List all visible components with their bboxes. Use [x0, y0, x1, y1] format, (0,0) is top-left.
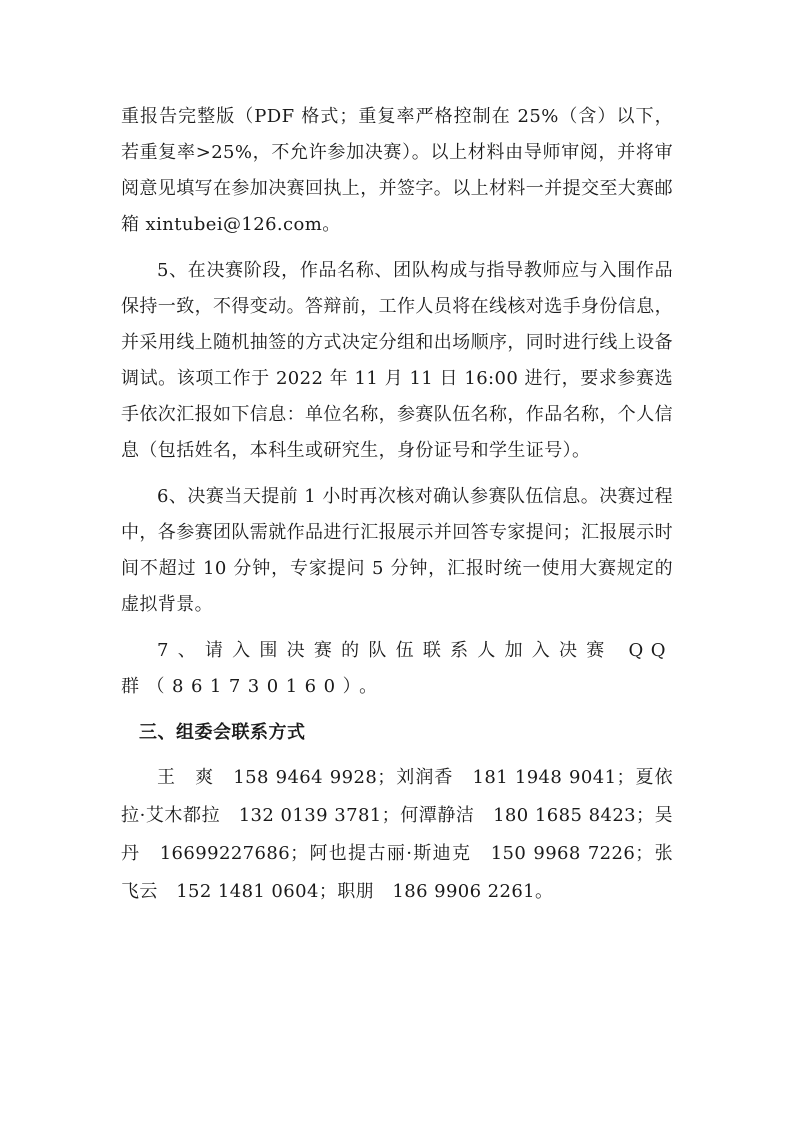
document-body [121, 99, 673, 911]
paragraph-item-6: 6、决赛当天提前 1 小时再次核对确认参赛队伍信息。决赛过程中，各参赛团队需就作品进行汇报展示并回答专家提问；汇报展示时间不超过 10 分钟，专家提问 5 分钟，汇报时统一使用大赛规定的虚拟背景。 [121, 486, 673, 615]
paragraph-item-7: 7、请入围决赛的队伍联系人加入决赛 QQ 群（861730160）。 [121, 640, 673, 697]
contacts-paragraph: 王 爽 158 9464 9928；刘润香 181 1948 9041；夏依拉·艾木都拉 132 0139 3781；何潭静洁 180 1685 8423；吴丹 16699227686；阿也提古丽·斯迪克 150 9968 7226；张飞云 152 1481 0604；职朋 186 9906 2261。 [121, 767, 673, 902]
paragraph-item-5: 5、在决赛阶段，作品名称、团队构成与指导教师应与入围作品保持一致，不得变动。答辩前，工作人员将在线核对选手身份信息，并采用线上随机抽签的方式决定分组和出场顺序，同时进行线上设备调试。该项工作于 2022 年 11 月 11 日 16:00 进行，要求参赛选手依次汇报如下信息：单位名称，参赛队伍名称，作品名称，个人信息（包括姓名，本科生或研究生，身份证号和学生证号）。 [121, 260, 673, 461]
paragraph-intro: 重报告完整版（PDF 格式；重复率严格控制在 25%（含）以下，若重复率>25%，不允许参加决赛）。以上材料由导师审阅，并将审阅意见填写在参加决赛回执上，并签字。以上材料一并提交至大赛邮箱 xintubei@126.com。 [121, 106, 673, 235]
section-heading-contacts: 三、组委会联系方式 [139, 722, 306, 743]
